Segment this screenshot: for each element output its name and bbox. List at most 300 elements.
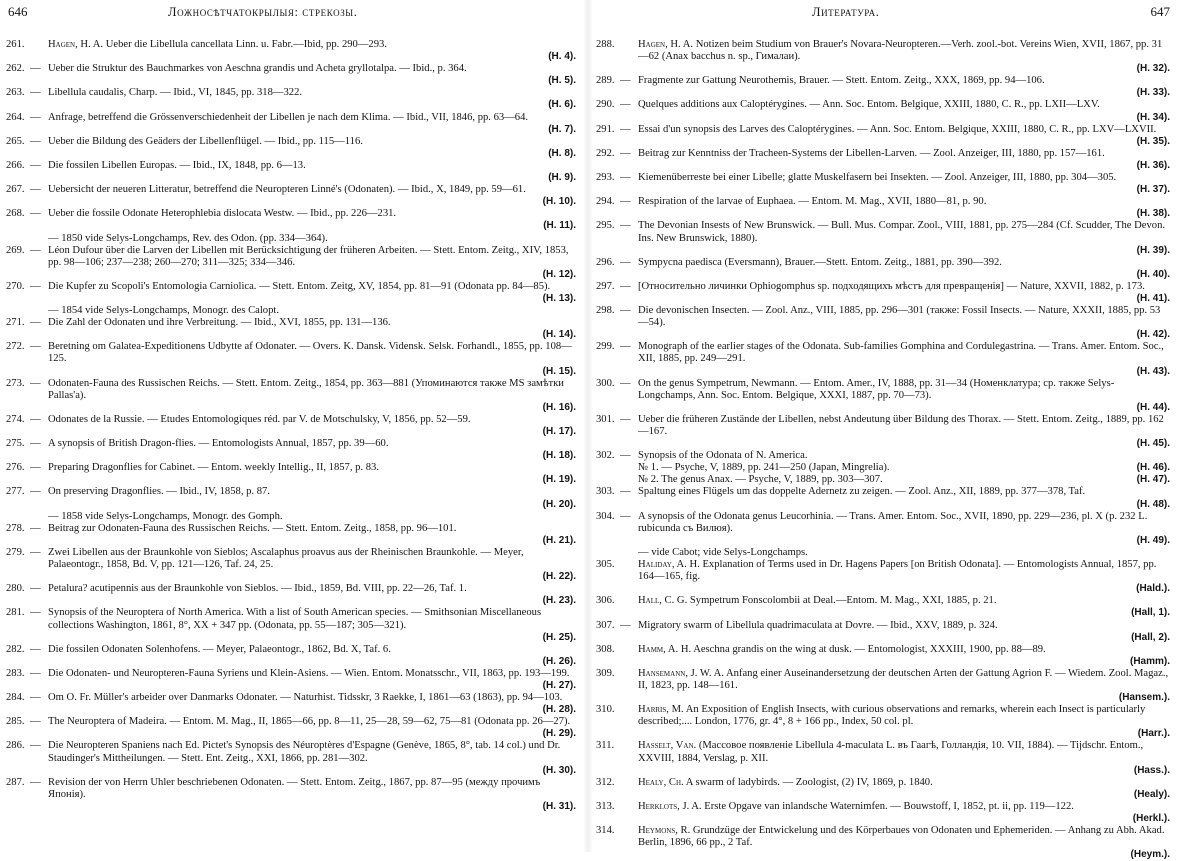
entry-number-text: 305. — [596, 559, 615, 571]
entry-number — [596, 619, 631, 632]
entry-reference-code: (H. 10). — [542, 196, 576, 208]
ditto-dash: — — [30, 776, 41, 788]
ditto-dash: — — [620, 196, 631, 208]
entry-number-text: 267. — [6, 184, 25, 196]
entry-reference-code: (Hamm). — [1129, 655, 1170, 667]
entry-reference-code: (H. 16). — [542, 401, 576, 413]
bibliography-entry — [596, 414, 1170, 450]
entry-reference-code: (H. 34). — [1136, 111, 1170, 123]
entry-number-text: 312. — [596, 776, 615, 788]
bibliography-entry — [6, 486, 576, 510]
ditto-dash: — — [620, 619, 631, 631]
ditto-dash: — — [620, 220, 631, 232]
entry-body — [48, 668, 576, 680]
bibliography-entry — [596, 825, 1170, 861]
entry-text: Die Kupfer zu Scopoli's Entomologia Carniolica. — Stett. Entom. Zeitg, XV, 1854, pp. 81—91 (Odonata pp. 84—85). — [48, 280, 551, 292]
bibliography-entry — [596, 486, 1170, 510]
entry-text: Uebersicht der neueren Litteratur, betreffend die Neuropteren Linné's (Odonaten). — Ibid., X, 1849, pp. 59—61. — [48, 184, 526, 196]
entry-body — [638, 595, 1170, 607]
cross-reference-text: — vide Cabot; vide Selys-Longchamps. — [638, 546, 808, 558]
entry-body — [48, 438, 576, 450]
entry-reference-code: (Heym.). — [1130, 849, 1170, 861]
ditto-dash: — — [30, 87, 41, 99]
entry-body — [48, 378, 576, 402]
entry-body — [638, 378, 1170, 402]
bibliography-entry — [596, 450, 1170, 462]
running-head — [8, 4, 576, 22]
entry-number-text: 274. — [6, 413, 25, 425]
entry-text: Essai d'un synopsis des Larves des Caloptérygines. — Ann. Soc. Entom. Belgique, XXIII, 1880, C. R., pp. LXV—LXVII. — [638, 123, 1157, 135]
entry-number — [6, 692, 41, 704]
bibliography-entry — [6, 281, 576, 305]
bibliography-entry — [596, 172, 1170, 196]
entry-text: Notizen beim Studium von Brauer's Novara-Neuropteren.—Verh. zool.-bot. Vereins Wien, XVII, 1867, pp. 31—62 (Anax bacchus n. sp., Гималаи). — [638, 39, 1163, 63]
entry-body — [638, 486, 1170, 498]
ditto-dash: — — [30, 740, 41, 752]
entry-reference-code: (H. 30). — [542, 764, 576, 776]
entry-text: The Devonian Insests of New Brunswick. — Bull. Mus. Compar. Zool., VIII, 1881, pp. 275—284 (Cf. Scudder, The Devon. Ins. New Brunswick, 1880). — [638, 220, 1166, 244]
cross-reference-text: — 1850 vide Selys-Longchamps, Rev. des Odon. (pp. 334—364). — [48, 232, 328, 244]
entry-number — [596, 172, 631, 184]
entry-number-text: 309. — [596, 667, 615, 679]
entry-number-text: 271. — [6, 317, 25, 329]
entry-number — [6, 63, 41, 75]
entry-reference-code: (Harr.). — [1137, 728, 1170, 740]
bibliography-entry — [6, 87, 576, 111]
running-title: Ложносѣтчатокрылыя: стрекозы. — [168, 5, 358, 19]
entry-body — [638, 644, 1170, 656]
entry-body — [48, 245, 576, 269]
entry-number-text: 299. — [596, 341, 615, 353]
entry-reference-code: (H. 15). — [542, 365, 576, 377]
ditto-dash: — — [30, 159, 41, 171]
entry-reference-code: (H. 25). — [542, 631, 576, 643]
entry-number — [596, 704, 628, 716]
ditto-dash: — — [30, 413, 41, 425]
bibliography-entry — [6, 668, 576, 692]
entry-number-text: 294. — [596, 196, 615, 208]
entry-reference-code: (H. 35). — [1136, 135, 1170, 147]
entry-number-text: 304. — [596, 510, 615, 522]
entry-body — [638, 220, 1170, 244]
entry-text: Ueber die Struktur des Bauchmarkes von Aeschna grandis und Acheta gryllotalpa. — Ibid., p. 364. — [48, 63, 467, 75]
entry-number-text: 295. — [596, 220, 615, 232]
entry-body — [48, 716, 576, 728]
entry-reference-code: (H. 32). — [1136, 63, 1170, 75]
entry-body — [48, 39, 576, 51]
entry-reference-code: (H. 26). — [542, 655, 576, 667]
cross-reference-text: — 1854 vide Selys-Longchamps, Monogr. des Calopt. — [48, 305, 279, 317]
entry-text: (Массовое появленіе Libellula 4-maculata L. въ Гаагѣ, Голландія, 10. VII, 1884). — Tijdschr. Entom., XXVIII, 1884, Verslag, p. XII. — [638, 740, 1144, 764]
ditto-dash: — — [30, 244, 41, 256]
entry-reference-code: (H. 29). — [542, 728, 576, 740]
entry-reference-code: (H. 38). — [1136, 208, 1170, 220]
entry-text: Beitrag zur Odonaten-Fauna des Russischen Reichs. — Stett. Entom. Zeitg., 1858, pp. 96—101. — [48, 522, 457, 534]
bibliography-entry — [6, 438, 576, 462]
entry-reference-code: (H. 23). — [542, 595, 576, 607]
bibliography-entry — [596, 124, 1170, 148]
entry-number — [596, 486, 631, 498]
entry-reference-code: (H. 6). — [548, 99, 576, 111]
entry-body — [638, 99, 1170, 111]
entry-body — [638, 148, 1170, 160]
entry-reference-code: (Hansem.). — [1118, 692, 1170, 704]
entry-text: Monograph of the earlier stages of the Odonata. Sub-families Gomphina and Cordulegastrina. — Trans. Amer. Entom. Soc., XII, 1885, pp. 249—291. — [638, 341, 1164, 365]
entry-body — [48, 87, 576, 99]
entry-body — [48, 63, 576, 75]
bibliography-subentry — [596, 462, 1170, 474]
ditto-dash: — — [30, 111, 41, 123]
entry-body — [638, 414, 1170, 438]
entry-number — [596, 595, 628, 607]
entry-number — [6, 377, 41, 390]
ditto-dash: — — [30, 280, 41, 292]
entry-number-text: 296. — [596, 256, 615, 268]
entry-body — [638, 305, 1170, 329]
entry-body — [638, 341, 1170, 365]
entry-reference-code: (Hass.). — [1133, 764, 1170, 776]
bibliography-entry — [596, 148, 1170, 172]
entry-number — [596, 305, 631, 317]
ditto-dash: — — [30, 208, 41, 220]
entry-number — [6, 280, 41, 293]
entry-number — [596, 123, 631, 136]
entry-number-text: 280. — [6, 583, 25, 595]
entry-author: Healy, Ch. — [638, 776, 684, 788]
entry-body — [48, 136, 576, 148]
entry-number — [6, 159, 41, 172]
entry-body — [48, 486, 576, 498]
bibliography-entry — [596, 39, 1170, 75]
bibliography-list — [6, 39, 576, 813]
ditto-dash: — — [620, 75, 631, 87]
entry-number-text: 311. — [596, 740, 615, 752]
entry-number-text: 286. — [6, 740, 25, 752]
ditto-dash: — — [30, 341, 41, 353]
entry-number-text: 272. — [6, 341, 25, 353]
entry-number — [596, 740, 628, 752]
entry-body — [638, 511, 1170, 535]
entry-body — [48, 740, 576, 764]
entry-text: Om O. Fr. Müller's arbeider over Danmarks Odonater. — Naturhist. Tidsskr, 3 Raekke, I, 1861—63 (1863), pp. 94—103. — [48, 692, 563, 704]
cross-reference-line — [6, 233, 576, 245]
entry-number — [596, 801, 628, 813]
cross-reference-line — [6, 511, 576, 523]
entry-body — [48, 281, 576, 293]
entry-number-text: 275. — [6, 438, 25, 450]
entry-number — [6, 776, 41, 789]
entry-body — [638, 172, 1170, 184]
entry-author: Hall, C. G. — [638, 595, 688, 607]
ditto-dash: — — [620, 377, 631, 389]
entry-reference-code: (Hall, 1). — [1131, 607, 1170, 619]
entry-text: Quelques additions aux Caloptérygines. — Ann. Soc. Entom. Belgique, XXIII, 1880, C. R., pp. LXII—LXV. — [638, 99, 1100, 111]
ditto-dash: — — [620, 450, 631, 462]
ditto-dash: — — [30, 607, 41, 619]
entry-number — [596, 220, 631, 232]
entry-text: Migratory swarm of Libellula quadrimaculata at Dovre. — Ibid., XXV, 1889, p. 324. — [638, 619, 998, 631]
running-title: Литература. — [812, 5, 880, 19]
entry-number — [6, 740, 41, 752]
entry-reference-code: (H. 17). — [542, 426, 576, 437]
entry-number-text: 265. — [6, 135, 25, 147]
entry-number — [6, 184, 41, 196]
entry-number-text: 314. — [596, 825, 615, 837]
bibliography-entry — [6, 692, 576, 716]
entry-text: An Exposition of English Insects, with curious observations and remarks, wherein each Insect is particularly described;.... London, 1776, gr. 4°, 8 + 166 pp., Index, 50 col. pl. — [638, 704, 1146, 728]
entry-text: On preserving Dragonflies. — Ibid., IV, 1858, p. 87. — [48, 486, 270, 498]
entry-text: Explanation of Terms used in Dr. Hagens Papers [on British Odonata]. — Entomologists Annual, 1857, pp. 164—165, fig. — [638, 559, 1157, 583]
entry-number-text: 285. — [6, 716, 25, 728]
entry-body — [48, 317, 576, 329]
bibliography-entry — [6, 607, 576, 643]
ditto-dash: — — [620, 147, 631, 159]
entry-text: Ueber die früheren Zustände der Libellen, nebst Andeutung über Bildung des Thorax. — Stett. Entom. Zeitg., 1889, pp. 162—167. — [638, 413, 1164, 437]
entry-number-text: 307. — [596, 619, 615, 631]
entry-reference-code: (H. 41). — [1136, 292, 1170, 304]
entry-text: Ueber die fossile Odonate Heterophlebia dislocata Westw. — Ibid., pp. 226—231. — [48, 208, 397, 220]
entry-author: Harris, M. — [638, 704, 684, 716]
entry-reference-code: (H. 36). — [1136, 159, 1170, 171]
entry-body — [638, 801, 1170, 813]
entry-text: Die Odonaten- und Neuropteren-Fauna Syriens und Klein-Asiens. — Wien. Entom. Monatsschr., VII, 1863, pp. 193—199. — [48, 667, 570, 679]
entry-reference-code: (H. 22). — [542, 571, 576, 583]
bibliography-entry — [6, 184, 576, 208]
bibliography-entry — [596, 704, 1170, 740]
entry-text: Ueber die Bildung des Geäders der Libellenflügel. — Ibid., pp. 115—116. — [48, 135, 363, 147]
entry-number — [596, 377, 631, 390]
entry-body — [48, 184, 576, 196]
ditto-dash: — — [30, 462, 41, 474]
entry-reference-code: (H. 37). — [1136, 184, 1170, 196]
entry-text: Beretning om Galatea-Expeditionens Udbytte af Odonater. — Overs. K. Dansk. Vidensk. Selsk. Forhandl., 1855, pp. 108—125. — [48, 341, 572, 365]
entry-reference-code: (H. 33). — [1136, 87, 1170, 99]
bibliography-list — [596, 39, 1170, 861]
entry-reference-code: (H. 45). — [1136, 438, 1170, 450]
entry-text: A swarm of ladybirds. — Zoologist, (2) IV, 1869, p. 1840. — [685, 776, 933, 788]
entry-body — [638, 450, 1170, 462]
entry-body — [48, 341, 576, 365]
entry-text: Beitrag zur Kenntniss der Tracheen-Systems der Libellen-Larven. — Zool. Anzeiger, III, 1880, pp. 157—161. — [638, 147, 1105, 159]
bibliography-entry — [6, 583, 576, 607]
entry-body — [638, 559, 1170, 583]
entry-text: Erste Opgave van inlandsche Waternimfen. — Bouwstoff, I, 1852, pt. ii, pp. 119—122. — [704, 800, 1074, 812]
bibliography-entry — [6, 462, 576, 486]
entry-number — [596, 644, 628, 656]
entry-text: Odonaten-Fauna des Russischen Reichs. — Stett. Entom. Zeitg., 1854, pp. 363—881 (Упоминаются также MS замѣтки Pallas'a). — [48, 377, 564, 401]
entry-body — [638, 281, 1170, 293]
entry-reference-code: (H. 44). — [1136, 401, 1170, 413]
page-number: 647 — [1150, 4, 1170, 19]
entry-number — [596, 196, 631, 208]
entry-reference-code: (H. 40). — [1136, 268, 1170, 280]
entry-number — [6, 39, 38, 51]
entry-number-text: 264. — [6, 111, 25, 123]
bibliography-entry — [6, 777, 576, 813]
entry-text: Ueber die Libellula cancellata Linn. u. Fabr.—Ibid, pp. 290—293. — [105, 39, 387, 50]
ditto-dash: — — [620, 99, 631, 111]
entry-number-text: 300. — [596, 377, 615, 389]
entry-number-text: 290. — [596, 99, 615, 111]
entry-number — [596, 147, 631, 160]
cross-reference-line — [596, 547, 1170, 559]
entry-body — [48, 644, 576, 656]
entry-author: Hagen, H. A. — [638, 39, 694, 50]
entry-reference-code: (H. 19). — [542, 474, 576, 486]
entry-text: On the genus Sympetrum, Newmann. — Entom. Amer., IV, 1888, pp. 31—34 (Номенклатура; ср. также Selys-Longchamps, Ann. Soc. Entom. Belgique, XXXI, 1887, pp. 70—73). — [638, 377, 1115, 401]
entry-text: Die Neuropteren Spaniens nach Ed. Pictet's Synopsis des Néuroptères d'Espagne (Genève, 1865, 8°, tab. 14 col.) und Dr. Staudinger's Mittheilungen. — Stett. Ent. Zeitg., XXI, 1866, pp. 281—302. — [48, 740, 561, 764]
ditto-dash: — — [620, 123, 631, 135]
entry-number-text: 283. — [6, 667, 25, 679]
ditto-dash: — — [30, 522, 41, 534]
ditto-dash: — — [30, 583, 41, 595]
entry-text: Die Zahl der Odonaten und ihre Verbreitung. — Ibid., XVI, 1855, pp. 131—136. — [48, 317, 391, 329]
entry-number-text: 279. — [6, 546, 25, 558]
bibliography-entry — [596, 378, 1170, 414]
entry-author: Herklots, J. A. — [638, 800, 702, 812]
entry-number — [596, 510, 631, 523]
entry-text: A synopsis of the Odonata genus Leucorhinia. — Trans. Amer. Entom. Soc., XVII, 1890, pp. 229—236, pl. X (p. 232 L. rubicunda съ Вилюя). — [638, 510, 1148, 534]
entry-number-text: 288. — [596, 39, 615, 50]
entry-body — [48, 607, 576, 631]
entry-number-text: 293. — [596, 172, 615, 184]
entry-number-text: 301. — [596, 413, 615, 425]
entry-number — [596, 75, 631, 87]
entry-number — [6, 413, 41, 426]
entry-number — [6, 341, 41, 353]
bibliography-entry — [6, 523, 576, 547]
entry-reference-code: (H. 47). — [1136, 474, 1170, 486]
entry-number — [596, 39, 628, 51]
entry-text: Synopsis of the Odonata of N. America. — [638, 450, 808, 462]
entry-number — [596, 825, 628, 837]
cross-reference-text: — 1858 vide Selys-Longchamps, Monogr. des Gomph. — [48, 510, 283, 522]
entry-body — [48, 692, 576, 704]
entry-reference-code: (H. 8). — [548, 147, 576, 159]
entry-number — [6, 135, 41, 148]
entry-reference-code: (Hall, 2). — [1131, 631, 1170, 643]
entry-reference-code: (H. 13). — [542, 292, 576, 304]
entry-number — [596, 668, 628, 680]
entry-number-text: 289. — [596, 75, 615, 87]
bibliography-entry — [596, 341, 1170, 377]
ditto-dash: — — [30, 692, 41, 704]
bibliography-entry — [6, 160, 576, 184]
entry-text: Aeschna grandis on the wing at dusk. — Entomologist, XXXIII, 1900, pp. 88—89. — [693, 643, 1046, 655]
entry-number — [596, 413, 631, 426]
entry-reference-code: (Healy). — [1133, 788, 1170, 800]
bibliography-entry — [596, 220, 1170, 256]
right-page — [592, 0, 1178, 861]
ditto-dash: — — [620, 256, 631, 268]
entry-number — [6, 244, 41, 257]
entry-reference-code: (H. 48). — [1136, 498, 1170, 510]
ditto-dash: — — [620, 172, 631, 184]
entry-number-text: 263. — [6, 87, 25, 99]
entry-number-text: 266. — [6, 159, 25, 171]
entry-reference-code: (H. 20). — [542, 498, 576, 510]
book-gutter — [584, 0, 592, 852]
bibliography-entry — [6, 136, 576, 160]
entry-number-text: 270. — [6, 280, 25, 292]
entry-number-text: 302. — [596, 450, 615, 462]
entry-body — [638, 196, 1170, 208]
entry-number-text: 298. — [596, 305, 615, 317]
entry-number-text: 261. — [6, 39, 25, 50]
entry-reference-code: (H. 28). — [542, 704, 576, 716]
bibliography-entry — [6, 341, 576, 377]
entry-text: Anfrage, betreffend die Grössenverschiedenheit der Libellen je nach dem Klima. — Ibid., VII, 1846, pp. 63—64. — [48, 111, 529, 123]
bibliography-entry — [596, 740, 1170, 776]
bibliography-entry — [596, 196, 1170, 220]
entry-body — [638, 75, 1170, 87]
entry-number-text: 277. — [6, 486, 25, 498]
ditto-dash: — — [30, 486, 41, 498]
entry-text: Léon Dufour über die Larven der Libellen mit Berücksichtigung der früheren Arbeiten. — Stett. Entom. Zeitg., XIV, 1853, pp. 98—106; 237—238; 260—270; 311—325; 334—346. — [48, 244, 569, 268]
bibliography-entry — [6, 317, 576, 341]
entry-number — [6, 607, 41, 619]
entry-text: Anfang einer Auseinandersetzung der deutschen Arten der Gattung Agrion F. — Wiedem. Zool. Magaz., II, 1823, pp. 148—161. — [638, 667, 1169, 691]
entry-number — [6, 546, 41, 559]
entry-reference-code: (H. 14). — [542, 329, 576, 341]
entry-reference-code: (H. 5). — [548, 75, 576, 87]
entry-text: Die devonischen Insecten. — Zool. Anz., VIII, 1885, pp. 296—301 (также: Fossil Insects. — Nature, XXXII, 1885, pp. 53—54). — [638, 305, 1161, 329]
entry-text: Kiemenüberreste bei einer Libelle; glatte Muskelfasern bei Insekten. — Zool. Anzeiger, III, 1880, pp. 304—305. — [638, 172, 1117, 184]
bibliography-entry — [6, 378, 576, 414]
entry-text: Libellula caudalis, Charp. — Ibid., VI, 1845, pp. 318—322. — [48, 87, 303, 99]
bibliography-entry — [596, 281, 1170, 305]
entry-number — [596, 256, 631, 269]
ditto-dash: — — [620, 413, 631, 425]
entry-number — [6, 317, 41, 329]
entry-body — [638, 620, 1170, 632]
bibliography-entry — [596, 595, 1170, 619]
entry-author: Hasselt, Van. — [638, 740, 697, 752]
entry-reference-code: (H. 46). — [1136, 462, 1170, 474]
entry-reference-code: (H. 39). — [1136, 244, 1170, 256]
entry-number — [6, 462, 41, 474]
bibliography-entry — [596, 99, 1170, 123]
entry-number — [6, 486, 41, 498]
entry-body — [48, 160, 576, 172]
entry-body — [638, 39, 1170, 63]
entry-reference-code: (H. 49). — [1136, 534, 1170, 546]
bibliography-entry — [596, 257, 1170, 281]
bibliography-entry — [6, 716, 576, 740]
entry-number — [6, 438, 41, 450]
ditto-dash: — — [30, 643, 41, 655]
entry-body — [638, 668, 1170, 692]
bibliography-entry — [596, 305, 1170, 341]
entry-number-text: 291. — [596, 123, 615, 135]
entry-text: Zwei Libellen aus der Braunkohle von Sieblos; Ascalaphus proavus aus der Rheinischen Braunkohle. — Meyer, Palaeontogr., 1858, Bd. V, pp. 121—126, Taf. 24, 25. — [48, 546, 524, 571]
bibliography-entry — [596, 75, 1170, 99]
entry-text: Fragmente zur Gattung Neurothemis, Brauer. — Stett. Entom. Zeitg., XXX, 1869, pp. 94—106. — [638, 75, 1045, 87]
entry-body — [48, 208, 576, 220]
entry-body — [638, 777, 1170, 789]
entry-text: A synopsis of British Dragon-flies. — Entomologists Annual, 1857, pp. 39—60. — [48, 438, 389, 450]
ditto-dash: — — [620, 280, 631, 292]
ditto-dash: — — [30, 438, 41, 450]
bibliography-entry — [596, 620, 1170, 644]
entry-number-text: 313. — [596, 800, 615, 812]
entry-number-text: 284. — [6, 692, 25, 704]
entry-number-text: 308. — [596, 643, 615, 655]
running-head — [600, 4, 1170, 22]
entry-body — [48, 523, 576, 535]
ditto-dash: — — [620, 510, 631, 522]
entry-author: Heymons, R. — [638, 825, 691, 837]
